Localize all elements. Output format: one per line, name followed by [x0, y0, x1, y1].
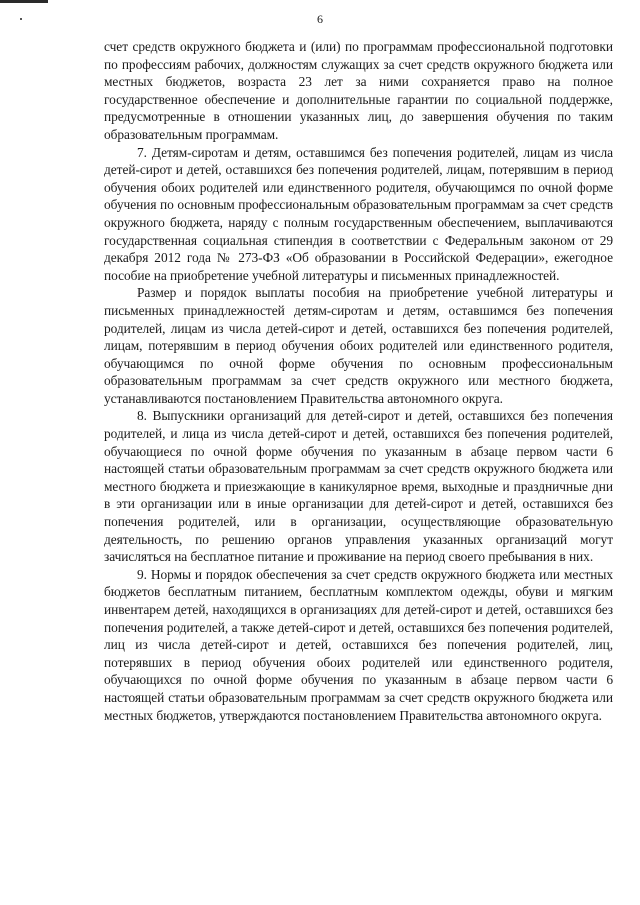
paragraph-continuation: счет средств окружного бюджета и (или) по программам профессиональной подготовки по профессиям рабочих, должностям служащих за счет средств окружного бюджета или местных бюджетов, возраста 23 лет за ними сохраняется право на полное государственное обеспечение и дополнительные гарантии по социальной поддержке, предусмотренные в отношении указанных лиц, до завершения обучения по таким образовательным программам.	[104, 39, 613, 142]
paragraph-allowance-procedure: Размер и порядок выплаты пособия на приобретение учебной литературы и письменных принадлежностей детям-сиротам и детям, оставшимся без попечения родителей, лицам из числа детей-сирот и детей, оставшихся без попечения родителей, лицам, потерявшим в период обучения обоих родителей или единственного родителя, обучающимся по очной форме обучения по основным профессиональным образовательным программам за счет средств окружного или местного бюджета, устанавливаются постановлением Правительства автономного округа.	[104, 285, 613, 406]
paragraph-item-7: 7. Детям-сиротам и детям, оставшимся без попечения родителей, лицам из числа детей-сирот и детей, оставшихся без попечения родителей, лицам, потерявшим в период обучения обоих родителей или единственного родителя, обучающимся по очной форме обучения по основным профессиональным образовательным программам за счет средств окружного бюджета, наряду с полным государственным обеспечением, выплачиваются государственная социальная стипендия в соответствии с Федеральным законом от 29 декабря 2012 года № 273-ФЗ «Об образовании в Российской Федерации», ежегодное пособие на приобретение учебной литературы и письменных принадлежностей.	[104, 144, 613, 283]
paragraph-item-8: 8. Выпускники организаций для детей-сирот и детей, оставшихся без попечения родителей, и лица из числа детей-сирот и детей, оставшихся без попечения родителей, обучающиеся по очной форме обучения по указанным в абзаце первом части 6 настоящей статьи образовательным программам за счет средств окружного бюджета или местного бюджета и приезжающие в каникулярное время, выходные и праздничные дни в эти организации или в иные организации для детей-сирот и детей, оставшихся без попечения родителей, или в организации, осуществляющие образовательную деятельность, по решению органов управления указанных организаций могут зачисляться на бесплатное питание и проживание на период своего пребывания в них.	[104, 408, 613, 565]
document-body	[104, 38, 613, 724]
scan-edge-mark	[0, 0, 48, 3]
page-number: 6	[317, 12, 323, 26]
paragraph-item-9: 9. Нормы и порядок обеспечения за счет средств окружного бюджета или местных бюджетов бесплатным питанием, бесплатным комплектом одежды, обуви и мягким инвентарем детей, находящихся в организациях для детей-сирот и детей, оставшихся без попечения родителей, а также детей-сирот и детей, оставшихся без попечения родителей, лиц из числа детей-сирот и детей, оставшихся без попечения родителей, лиц, потерявших в период обучения обоих родителей или единственного родителя, обучающихся по очной форме обучения по указанным в абзаце первом части 6 настоящей статьи образовательным программам за счет средств окружного бюджета или местных бюджетов, утверждаются постановлением Правительства автономного округа.	[104, 566, 613, 723]
